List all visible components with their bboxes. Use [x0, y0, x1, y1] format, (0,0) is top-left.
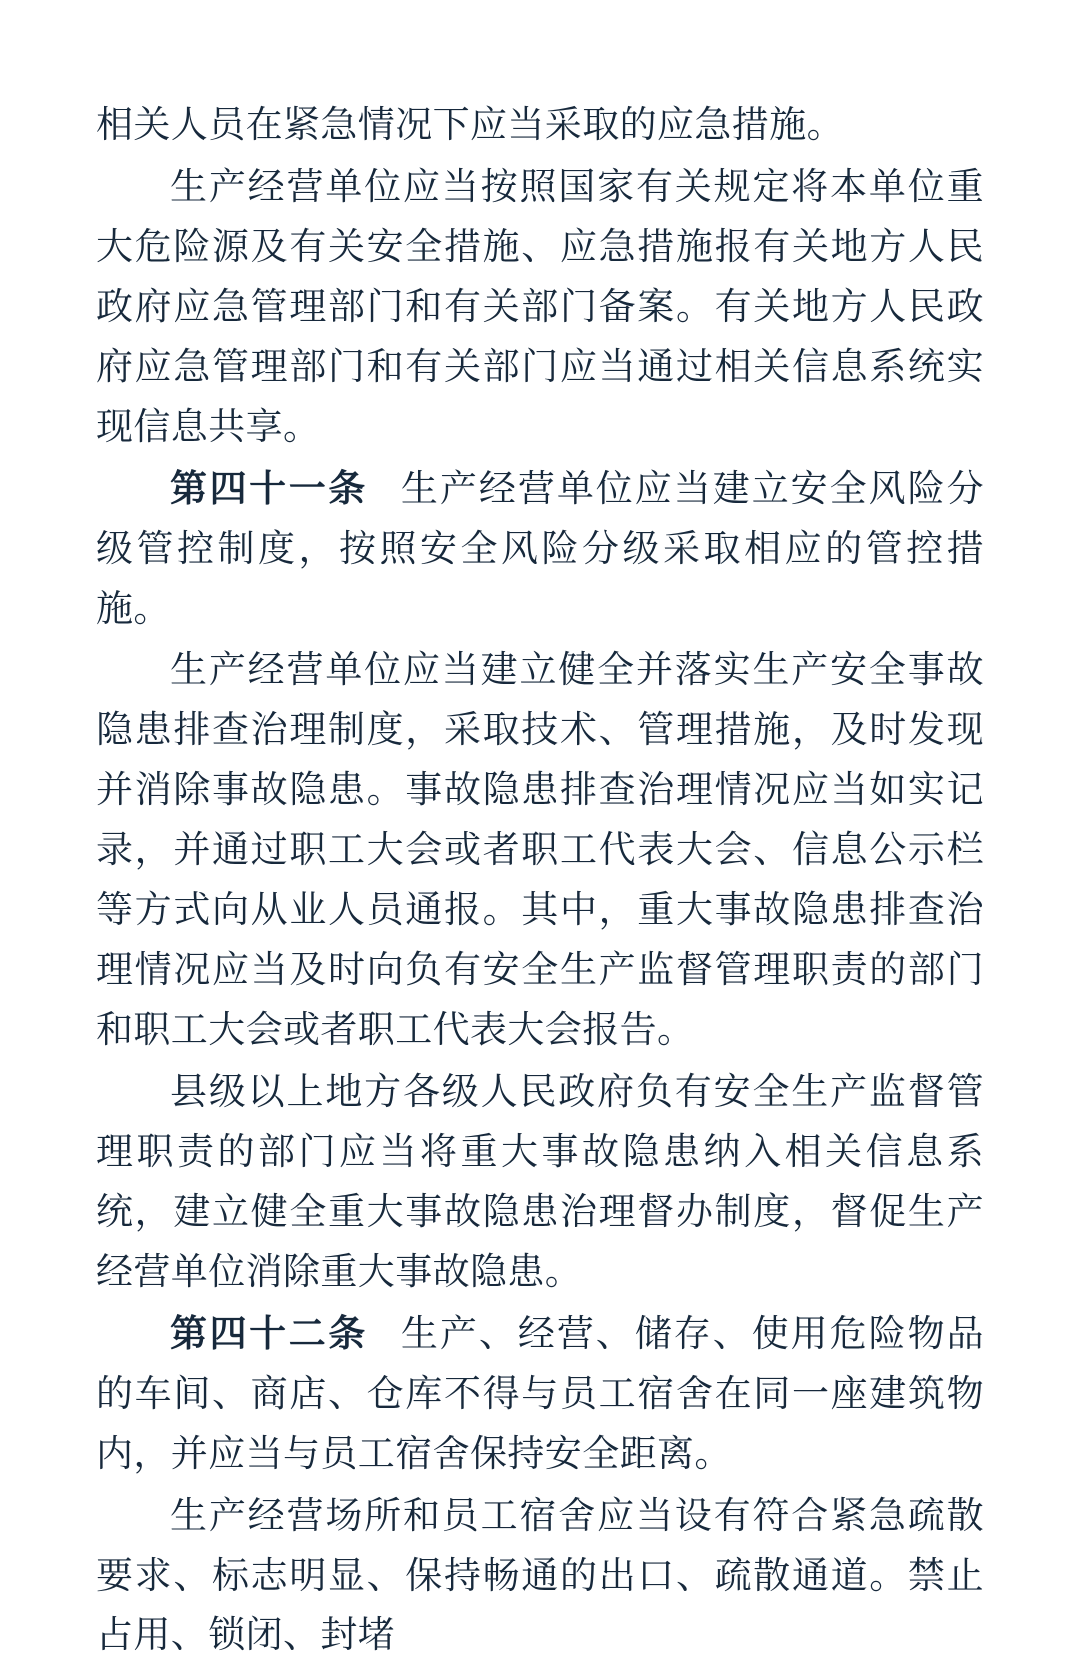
paragraph-continuation: 相关人员在紧急情况下应当采取的应急措施。 — [96, 105, 844, 146]
article-number-41: 第四十一条 — [170, 468, 368, 510]
paragraph-article-42 — [96, 1305, 984, 1485]
document-body — [96, 96, 984, 1666]
paragraph-government-supervision: 县级以上地方各级人民政府负有安全生产监督管理职责的部门应当将重大事故隐患纳入相关信息系统，建立健全重大事故隐患治理督办制度，督促生产经营单位消除重大事故隐患。 — [96, 1072, 984, 1293]
paragraph-hazard-investigation: 生产经营单位应当建立健全并落实生产安全事故隐患排查治理制度，采取技术、管理措施，及时发现并消除事故隐患。事故隐患排查治理情况应当如实记录，并通过职工大会或者职工代表大会、信息公示栏等方式向从业人员通报。其中，重大事故隐患排查治理情况应当及时向负有安全生产监督管理职责的部门和职工大会或者职工代表大会报告。 — [96, 650, 984, 1052]
paragraph-exits: 生产经营场所和员工宿舍应当设有符合紧急疏散要求、标志明显、保持畅通的出口、疏散通道。禁止占用、锁闭、封堵 — [96, 1495, 984, 1657]
article-number-42: 第四十二条 — [170, 1313, 368, 1355]
article-41-text: 生产经营单位应当建立安全风险分级管控制度，按照安全风险分级采取相应的管控措施。 — [96, 468, 984, 630]
paragraph-article-41 — [96, 460, 984, 640]
article-42-text: 生产、经营、储存、使用危险物品的车间、商店、仓库不得与员工宿舍在同一座建筑物内，并应当与员工宿舍保持安全距离。 — [96, 1313, 984, 1475]
paragraph-major-hazard-filing: 生产经营单位应当按照国家有关规定将本单位重大危险源及有关安全措施、应急措施报有关地方人民政府应急管理部门和有关部门备案。有关地方人民政府应急管理部门和有关部门应当通过相关信息系统实现信息共享。 — [96, 166, 984, 448]
